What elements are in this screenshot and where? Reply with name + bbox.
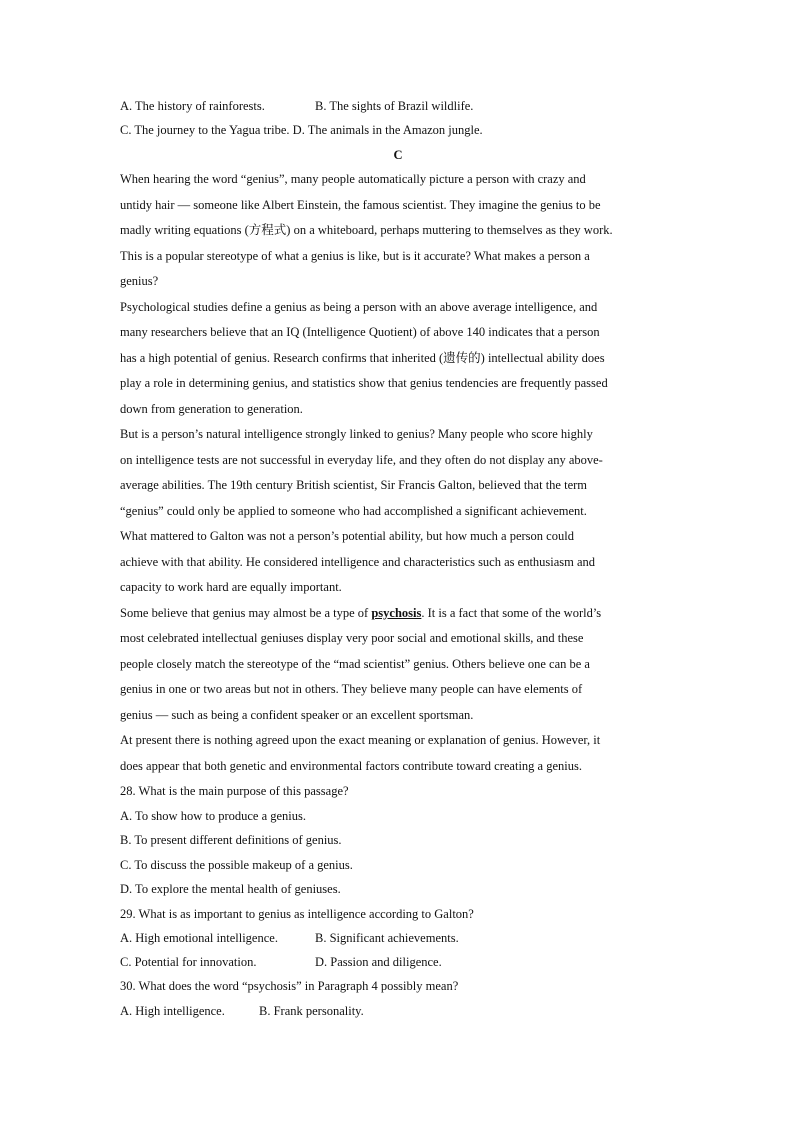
paragraph-line: Psychological studies define a genius as being a person with an above average intelligence, and [120,299,598,314]
paragraph-line: most celebrated intellectual geniuses display very poor social and emotional skills, and these [120,631,584,645]
paragraph-line: “genius” could only be applied to someone who had accomplished a significant achievement. [120,503,587,518]
keyword-psychosis: psychosis [371,605,422,620]
paragraph-line: achieve with that ability. He considered intelligence and characteristics such as enthusiasm and [120,554,596,569]
prev-option-b: B. The sights of Brazil wildlife. [315,99,474,113]
paragraph-line [120,601,676,627]
paragraph-1 [120,167,676,295]
paragraph-line: What mattered to Galton was not a person’s potential ability, but how much a person could [120,529,574,543]
paragraph-line: down from generation to generation. [120,401,303,416]
paragraph-text: . It is a fact that some of the world’s [421,605,602,620]
question-28-stem: 28. What is the main purpose of this passage? [120,784,349,798]
paragraph-line: has a high potential of genius. Research confirms that inherited (遗传的) intellectual ability does [120,350,605,365]
paragraph-line: average abilities. The 19th century British scientist, Sir Francis Galton, believed that the term [120,478,588,492]
paragraph-line: does appear that both genetic and environmental factors contribute toward creating a genius. [120,758,582,773]
question-29-option-a: A. High emotional intelligence. [120,931,278,945]
paragraph-line: madly writing equations (方程式) on a whiteboard, perhaps muttering to themselves as they work. [120,223,613,237]
exam-page [120,94,676,1023]
paragraph-4 [120,601,676,729]
paragraph-line: genius — such as being a confident speaker or an excellent sportsman. [120,707,474,722]
paragraph-5 [120,728,676,779]
question-29-option-b: B. Significant achievements. [315,931,459,945]
paragraph-line: capacity to work hard are equally important. [120,580,342,594]
prev-options-row-2 [120,118,676,142]
question-29-stem: 29. What is as important to genius as intelligence according to Galton? [120,906,474,921]
prev-option-a: A. The history of rainforests. [120,99,265,113]
question-30-options-row-1 [120,999,676,1023]
paragraph-line: At present there is nothing agreed upon the exact meaning or explanation of genius. However, it [120,733,601,747]
prev-options-row-1 [120,94,676,118]
paragraph-2 [120,295,676,423]
question-28-option-a: A. To show how to produce a genius. [120,808,307,823]
paragraph-3 [120,422,676,601]
paragraph-line: When hearing the word “genius”, many people automatically picture a person with crazy and [120,172,586,186]
question-29-options-row-2 [120,950,676,974]
question-29-options-row-1 [120,926,676,950]
paragraph-line: play a role in determining genius, and statistics show that genius tendencies are frequently passed [120,376,608,390]
question-28-option-c: C. To discuss the possible makeup of a genius. [120,857,353,872]
paragraph-line: genius? [120,274,159,288]
question-30-option-a: A. High intelligence. [120,1003,225,1018]
question-29-option-d: D. Passion and diligence. [315,955,442,969]
prev-option-c: C. The journey to the Yagua tribe. [120,123,290,137]
paragraph-line: people closely match the stereotype of the “mad scientist” genius. Others believe one can be a [120,656,590,671]
question-30-stem: 30. What does the word “psychosis” in Paragraph 4 possibly mean? [120,979,459,993]
question-28-option-b: B. To present different definitions of genius. [120,833,342,847]
paragraph-line: on intelligence tests are not successful in everyday life, and they often do not display any above- [120,452,603,467]
paragraph-line: This is a popular stereotype of what a genius is like, but is it accurate? What makes a person a [120,248,590,263]
paragraph-line: many researchers believe that an IQ (Intelligence Quotient) of above 140 indicates that a person [120,325,600,339]
section-letter: C [393,148,403,162]
prev-option-d: D. The animals in the Amazon jungle. [292,123,483,137]
question-28-option-d: D. To explore the mental health of geniuses. [120,882,341,896]
paragraph-line: untidy hair — someone like Albert Einstein, the famous scientist. They imagine the genius to be [120,197,601,212]
paragraph-line: genius in one or two areas but not in others. They believe many people can have elements of [120,682,583,696]
question-29-option-c: C. Potential for innovation. [120,955,257,969]
question-30-option-b: B. Frank personality. [259,1003,364,1018]
paragraph-line: But is a person’s natural intelligence strongly linked to genius? Many people who score highly [120,427,593,441]
paragraph-text: Some believe that genius may almost be a type of [120,605,372,620]
